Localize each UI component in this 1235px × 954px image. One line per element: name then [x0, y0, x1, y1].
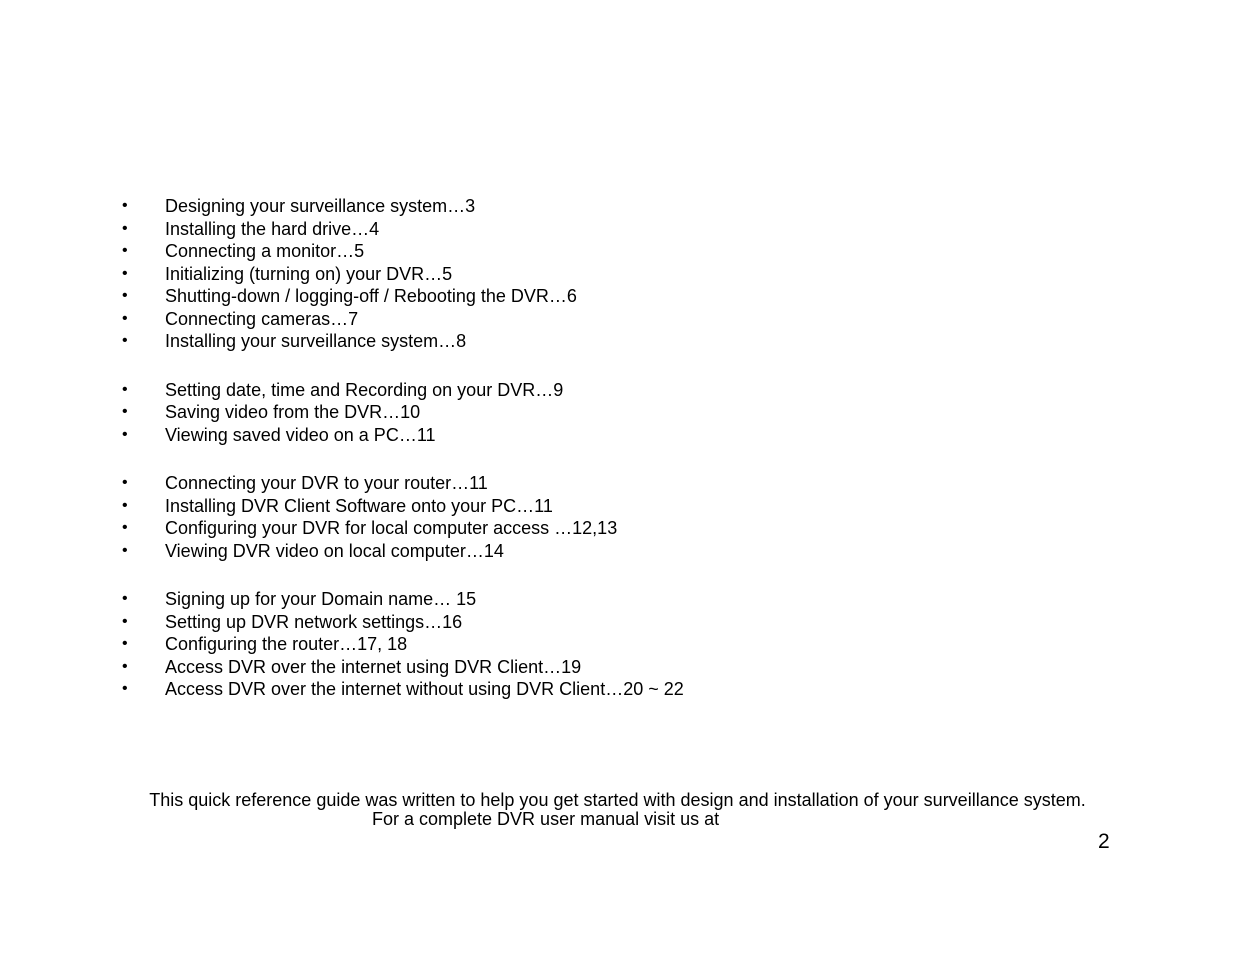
bullet-icon: •	[122, 380, 128, 398]
toc-item-label: Viewing DVR video on local computer…14	[165, 540, 504, 561]
bullet-icon: •	[122, 474, 128, 491]
toc-item	[122, 285, 1122, 308]
bullet-icon: •	[122, 219, 128, 237]
toc-item-label: Configuring the router…17, 18	[165, 634, 408, 654]
bullet-icon: •	[122, 287, 128, 304]
toc-item-label: Setting date, time and Recording on your DVR…9	[165, 379, 564, 400]
toc-item-label: Shutting-down / logging-off / Rebooting the DVR…6	[165, 286, 577, 306]
footer-intro-text: This quick reference guide was written to help you get started with design and installation of your surveillance system.	[149, 790, 1086, 810]
toc-item	[122, 330, 1122, 353]
toc-item	[122, 263, 1122, 286]
table-of-contents	[122, 195, 1122, 701]
toc-item	[122, 517, 1122, 540]
toc-item	[122, 678, 1122, 701]
toc-item-label: Installing your surveillance system…8	[165, 331, 467, 351]
page-number: 2	[1098, 830, 1110, 853]
toc-item-label: Configuring your DVR for local computer access …12,13	[165, 518, 618, 538]
bullet-icon: •	[122, 332, 128, 349]
bullet-icon: •	[122, 657, 128, 675]
toc-item	[122, 195, 1122, 218]
bullet-icon: •	[122, 541, 128, 559]
toc-item-label: Installing the hard drive…4	[165, 218, 380, 239]
toc-item-label: Access DVR over the internet using DVR Client…19	[165, 656, 582, 677]
bullet-icon: •	[122, 590, 128, 607]
toc-item-label: Access DVR over the internet without using DVR Client…20 ~ 22	[165, 679, 684, 699]
toc-item-label: Connecting your DVR to your router…11	[165, 473, 488, 493]
toc-item	[122, 633, 1122, 656]
bullet-icon: •	[122, 264, 128, 282]
bullet-icon: •	[122, 242, 128, 259]
toc-item	[122, 424, 1122, 447]
bullet-icon: •	[122, 403, 128, 420]
bullet-icon: •	[122, 197, 128, 214]
toc-item	[122, 656, 1122, 679]
bullet-icon: •	[122, 496, 128, 514]
toc-item-label: Viewing saved video on a PC…11	[165, 424, 436, 445]
toc-item-label: Initializing (turning on) your DVR…5	[165, 263, 453, 284]
bullet-icon: •	[122, 680, 128, 697]
bullet-icon: •	[122, 519, 128, 536]
toc-item-label: Saving video from the DVR…10	[165, 402, 421, 422]
toc-item-label: Connecting a monitor…5	[165, 241, 365, 261]
toc-item	[122, 495, 1122, 518]
bullet-icon: •	[122, 612, 128, 630]
toc-section-local-network	[122, 472, 1122, 562]
toc-item	[122, 401, 1122, 424]
toc-item-label: Installing DVR Client Software onto your PC…11	[165, 495, 553, 516]
toc-item	[122, 379, 1122, 402]
toc-item	[122, 218, 1122, 241]
toc-item	[122, 611, 1122, 634]
bullet-icon: •	[122, 425, 128, 443]
toc-item-label: Signing up for your Domain name… 15	[165, 589, 477, 609]
toc-item-label: Connecting cameras…7	[165, 308, 359, 329]
toc-item	[122, 240, 1122, 263]
toc-item	[122, 588, 1122, 611]
toc-section-setup	[122, 195, 1122, 353]
toc-item-label: Designing your surveillance system…3	[165, 196, 476, 216]
toc-section-recording	[122, 379, 1122, 447]
toc-item	[122, 472, 1122, 495]
toc-item-label: Setting up DVR network settings…16	[165, 611, 463, 632]
toc-item	[122, 308, 1122, 331]
bullet-icon: •	[122, 635, 128, 652]
toc-section-internet-access	[122, 588, 1122, 701]
footer-manual-text: For a complete DVR user manual visit us at	[372, 809, 720, 829]
toc-item	[122, 540, 1122, 563]
bullet-icon: •	[122, 309, 128, 327]
